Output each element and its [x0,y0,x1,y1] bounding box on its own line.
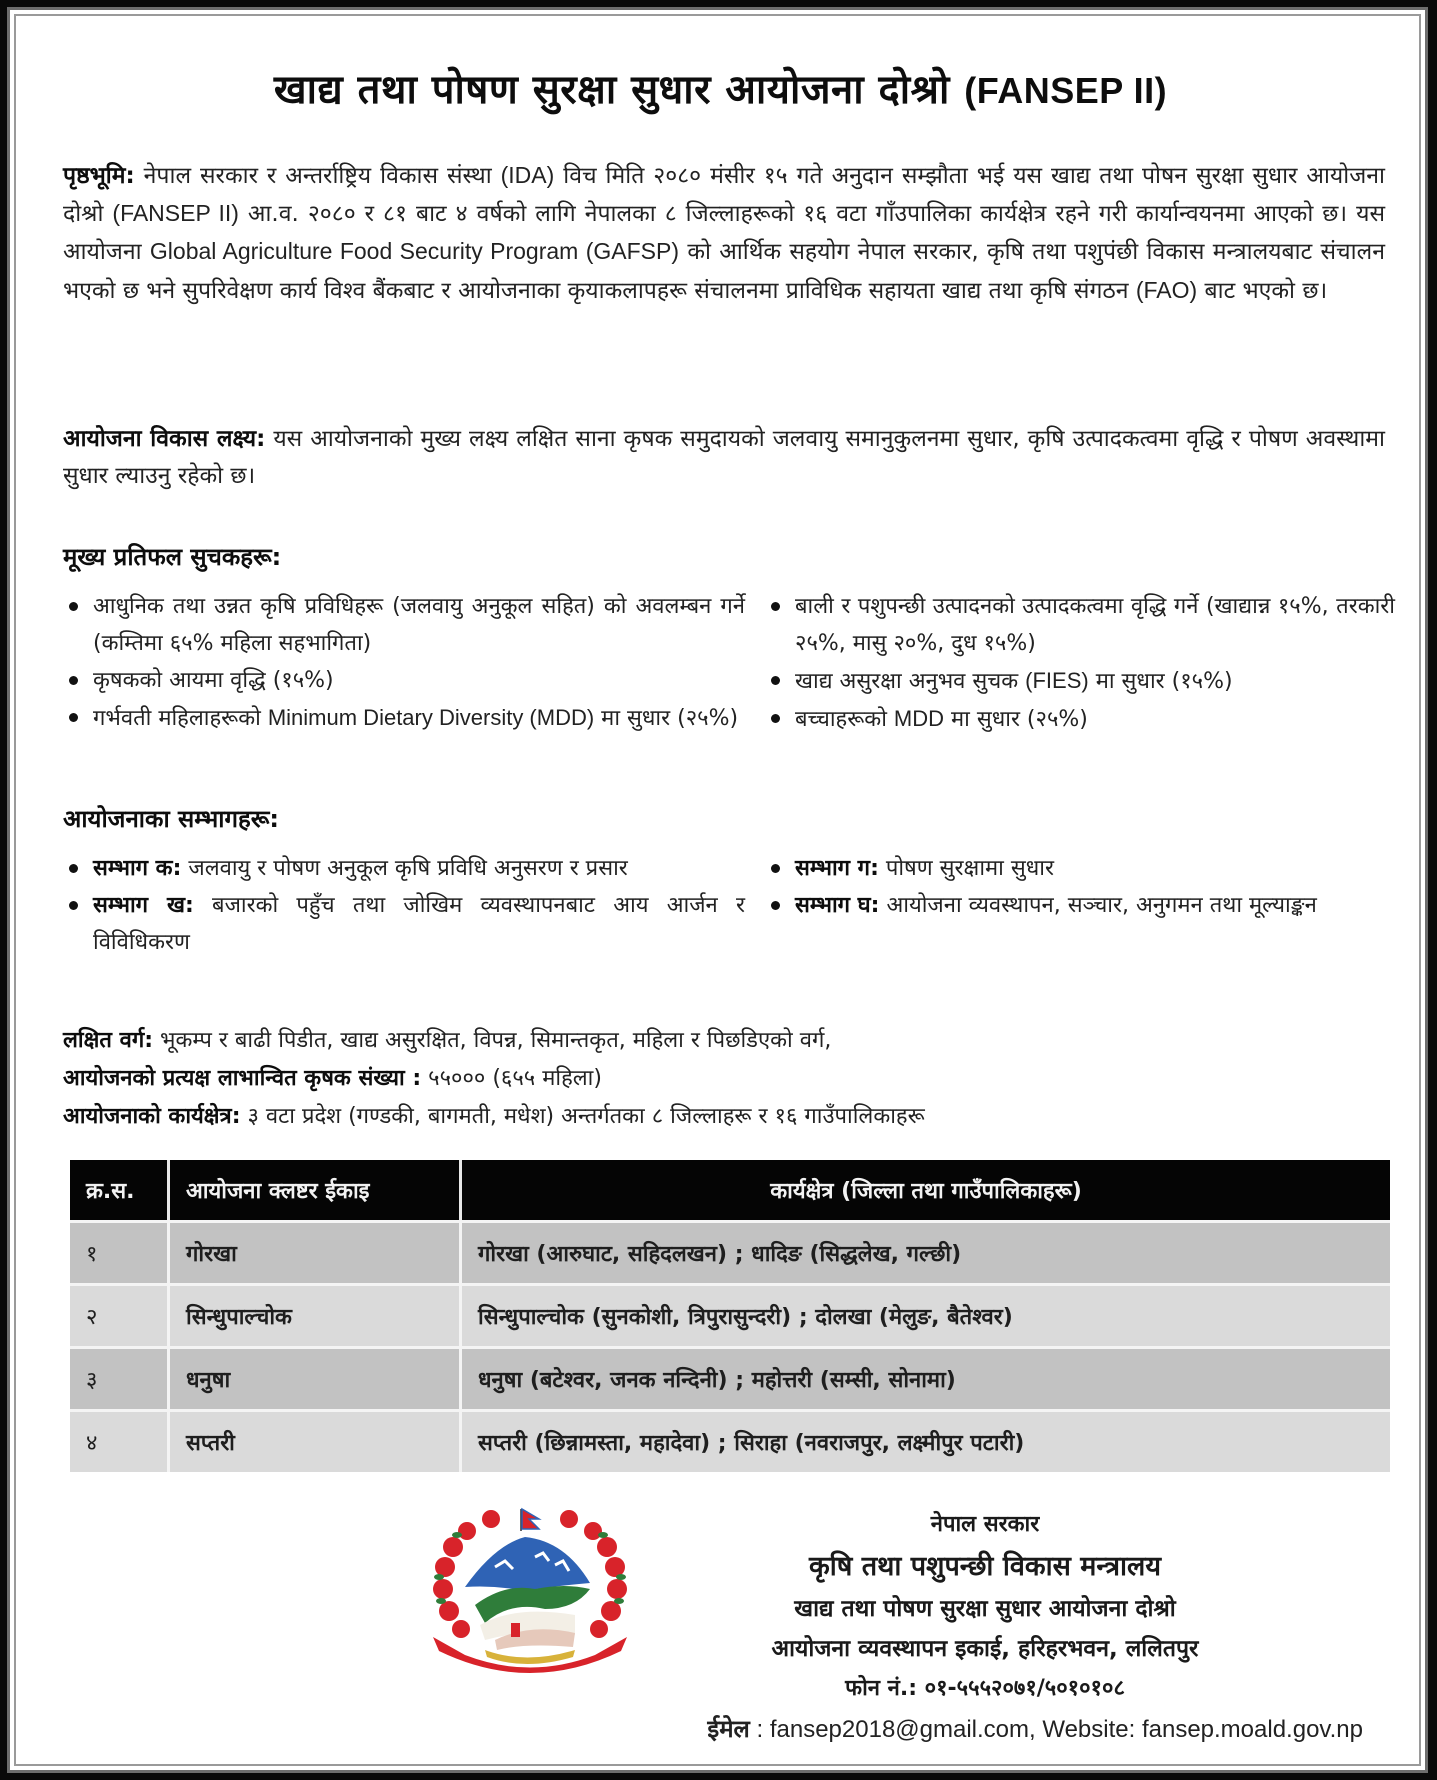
cell-cluster: सप्तरी [170,1409,462,1472]
background-fao: (FAO) [1135,276,1198,303]
component-label: सम्भाग क: [93,856,182,881]
bullet-icon [771,714,780,723]
background-ida: (IDA) [500,162,555,188]
indicator-text: मा सुधार (२५%) [944,707,1088,732]
notice-frame [7,7,1428,1773]
target-group-text: भूकम्प र बाढी पिडीत, खाद्य असुरक्षित, विपन्न, सिमान्तकृत, महिला र पिछडिएको वर्ग, [153,1028,832,1053]
cell-area-district-a: गोरखा (आरुघाट, सहिदलखन) [478,1242,728,1267]
components-heading: आयोजनाका सम्भागहरू: [63,805,280,833]
table-header-row [70,1160,1390,1220]
project-area-label: आयोजनाको कार्यक्षेत्र: [63,1104,241,1129]
component-text: बजारको पहुँच तथा जोखिम व्यवस्थापनबाट आय आर्जन र विविधिकरण [93,893,745,955]
bullet-icon [771,901,780,910]
indicator-text: बाली र पशुपन्छी उत्पादनको उत्पादकत्वमा वृद्धि गर्ने (खाद्यान्न १५%, तरकारी २५%, मासु २०%, दुध १५%) [795,594,1395,656]
wheat-icon [485,1650,575,1664]
nepal-emblem-seal [425,1505,635,1690]
goal-paragraph [63,421,1385,495]
issuer-project: खाद्य तथा पोषण सुरक्षा सुधार आयोजना दोश्रो [794,1596,1176,1622]
bullet-icon [771,864,780,873]
background-label: पृष्ठभूमि: [63,163,135,189]
indicator-text: आधुनिक तथा उन्नत कृषि प्रविधिहरू (जलवायु अनुकूल सहित) को अवलम्बन गर्ने (कम्तिमा ६५% महिला सहभागिता) [93,594,745,656]
cell-area-district-b: महोत्तरी (सम्सी, सोनामा) [751,1368,956,1393]
cell-area [462,1346,1390,1409]
indicator-text: मा सुधार (१५%) [1088,669,1233,694]
contact-line [707,1712,1363,1745]
cell-area-separator: ; [791,1305,816,1330]
cell-serial: ४ [70,1409,170,1472]
header-cluster: आयोजना क्लष्टर ईकाइ [170,1160,462,1220]
cell-cluster: सिन्धुपाल्चोक [170,1283,462,1346]
issuer-government: नेपाल सरकार [930,1512,1040,1537]
indicator-text: मा सुधार (२५%) [594,706,739,731]
bullet-icon [69,901,78,910]
beneficiaries-text: ५५००० (६५५ महिला) [421,1066,602,1091]
table-row [70,1346,1390,1409]
cell-cluster: गोरखा [170,1220,462,1283]
table-row [70,1220,1390,1283]
project-area [63,1098,1393,1136]
project-area-text: ३ वटा प्रदेश (गण्डकी, बागमती, मधेश) अन्तर्गतका ८ जिल्लाहरू र १६ गाउँपालिकाहरू [240,1104,925,1129]
indicator-item [63,662,745,699]
cell-area-separator: ; [727,1368,752,1393]
table-row [70,1283,1390,1346]
target-group [63,1022,1393,1060]
flag-icon [521,1509,539,1531]
indicator-text: बच्चाहरूको [795,707,894,732]
header-serial: क्र.स. [70,1160,170,1220]
header-area: कार्यक्षेत्र (जिल्ला तथा गाउँपालिकाहरू) [462,1160,1390,1220]
cell-area [462,1220,1390,1283]
cell-serial: ३ [70,1346,170,1409]
component-label: सम्भाग घ: [795,893,880,918]
cell-area-district-b: धादिङ (सिद्धलेख, गल्छी) [751,1242,962,1267]
cell-area [462,1283,1390,1346]
indicator-text: गर्भवती महिलाहरूको [93,706,268,731]
component-text: पोषण सुरक्षामा सुधार [878,856,1054,881]
target-group-label: लक्षित वर्ग: [63,1028,154,1053]
cell-area-district-b: सिराहा (नवराजपुर, लक्ष्मीपुर पटारी) [734,1431,1025,1456]
indicator-item [63,588,745,662]
indicators-right [765,588,1395,738]
bullet-icon [69,713,78,722]
indicator-text-latin: (FIES) [1025,668,1089,693]
components-right [765,850,1375,924]
indicators-left [63,588,745,737]
email-label: ईमेल [707,1715,750,1743]
indicator-text-latin: MDD [893,706,944,731]
background-gafsp: Global Agriculture Food Security Program (GAFSP) [149,238,679,265]
background-fansep: (FANSEP II) [112,200,239,227]
indicator-text: खाद्य असुरक्षा अनुभव सुचक [795,669,1026,694]
indicator-item [765,588,1395,662]
title-acronym: (FANSEP II) [964,70,1168,111]
cell-area-separator: ; [710,1431,735,1456]
bullet-icon [771,676,780,685]
background-paragraph [63,157,1385,310]
indicators-heading: मूख्य प्रतिफल सुचकहरू: [63,543,282,571]
component-label: सम्भाग ख: [93,893,194,918]
bullet-icon [771,602,780,611]
email-website[interactable]: : fansep2018@gmail.com, Website: fansep.moald.gov.np [749,1716,1363,1743]
bullet-icon [69,602,78,611]
indicator-item [765,662,1395,700]
target-info [63,1022,1393,1136]
indicator-text-latin: Minimum Dietary Diversity (MDD) [267,705,595,730]
cell-area-district-a: सिन्धुपाल्चोक (सुनकोशी, त्रिपुरासुन्दरी) [478,1305,792,1330]
cell-serial: १ [70,1220,170,1283]
mountain-icon [465,1537,590,1650]
phone-label: फोन नं.: [845,1676,918,1701]
components-left [63,850,745,961]
cluster-table [70,1160,1390,1472]
component-item [765,887,1375,924]
beneficiaries [63,1060,1393,1098]
phone-number: ०१-५५५२०७१/५०१०१०८ [917,1676,1125,1701]
component-item [63,887,745,961]
component-label: सम्भाग ग: [795,856,879,881]
notice-title [10,60,1431,115]
background-text: नेपाल सरकार र अन्तर्राष्ट्रिय विकास संस्था [134,163,501,189]
cell-cluster: धनुषा [170,1346,462,1409]
goal-label: आयोजना विकास लक्ष्य: [63,426,266,452]
background-text: विच मिति २०८० मंसीर १५ गते अनुदान सम्झौता भई यस खाद्य तथा पोषन सुरक्षा सुधार आयोजना दोश्रो [63,163,1385,228]
component-item [63,850,745,887]
indicator-text: कृषकको आयमा वृद्धि (१५%) [93,668,334,693]
indicator-item [765,700,1395,738]
indicator-item [63,699,745,737]
title-devanagari: खाद्य तथा पोषण सुरक्षा सुधार आयोजना दोश्रो [273,67,950,113]
issuer-ministry: कृषि तथा पशुपन्छी विकास मन्त्रालय [808,1551,1161,1582]
issuer-phone [650,1669,1320,1709]
goal-text: यस आयोजनाको मुख्य लक्ष्य लक्षित साना कृषक समुदायको जलवायु समानुकुलनमा सुधार, कृषि उत्पादकत्वमा वृद्धि र पोषण अवस्थामा सुधार ल्याउनु रहेको छ। [63,426,1385,490]
component-item [765,850,1375,887]
component-text: आयोजना व्यवस्थापन, सञ्चार, अनुगमन तथा मूल्याङ्कन [879,893,1317,918]
issuer-office: आयोजना व्यवस्थापन इकाई, हरिहरभवन, ललितपुर [771,1636,1199,1662]
issuer-block [650,1505,1320,1709]
bullet-icon [69,676,78,685]
component-text: जलवायु र पोषण अनुकूल कृषि प्रविधि अनुसरण र प्रसार [181,856,628,881]
cell-area-district-a: सप्तरी (छिन्नामस्ता, महादेवा) [478,1431,711,1456]
cell-area-separator: ; [727,1242,752,1267]
background-text: आ.व. २०८० र ८१ बाट ४ वर्षको लागि नेपालका ८ जिल्लाहरूको १६ वटा गाँउपालिका कार्यक्षेत्र रहने गरी कार्यान्वयनमा आएको छ। यस आयोजना [63,201,1385,266]
cell-area-district-a: धनुषा (बटेश्वर, जनक नन्दिनी) [478,1368,728,1393]
cell-serial: २ [70,1283,170,1346]
cell-area [462,1409,1390,1472]
beneficiaries-label: आयोजनको प्रत्यक्ष लाभान्वित कृषक संख्या : [63,1066,422,1091]
bullet-icon [69,864,78,873]
background-text: को आर्थिक सहयोग नेपाल सरकार, कृषि तथा पशुपंछी विकास मन्त्रालयबाट संचालन भएको छ भने सुपरिवेक्षण कार्य विश्व बैंकबाट र आयोजनाका कृयाकलापहरू संचालनमा प्राविधिक सहायता खाद्य तथा कृषि संगठन [63,239,1385,304]
table-row [70,1409,1390,1472]
cell-area-district-b: दोलखा (मेलुङ, बैतेश्वर) [815,1305,1013,1330]
background-text: बाट भएको छ। [1197,277,1328,304]
